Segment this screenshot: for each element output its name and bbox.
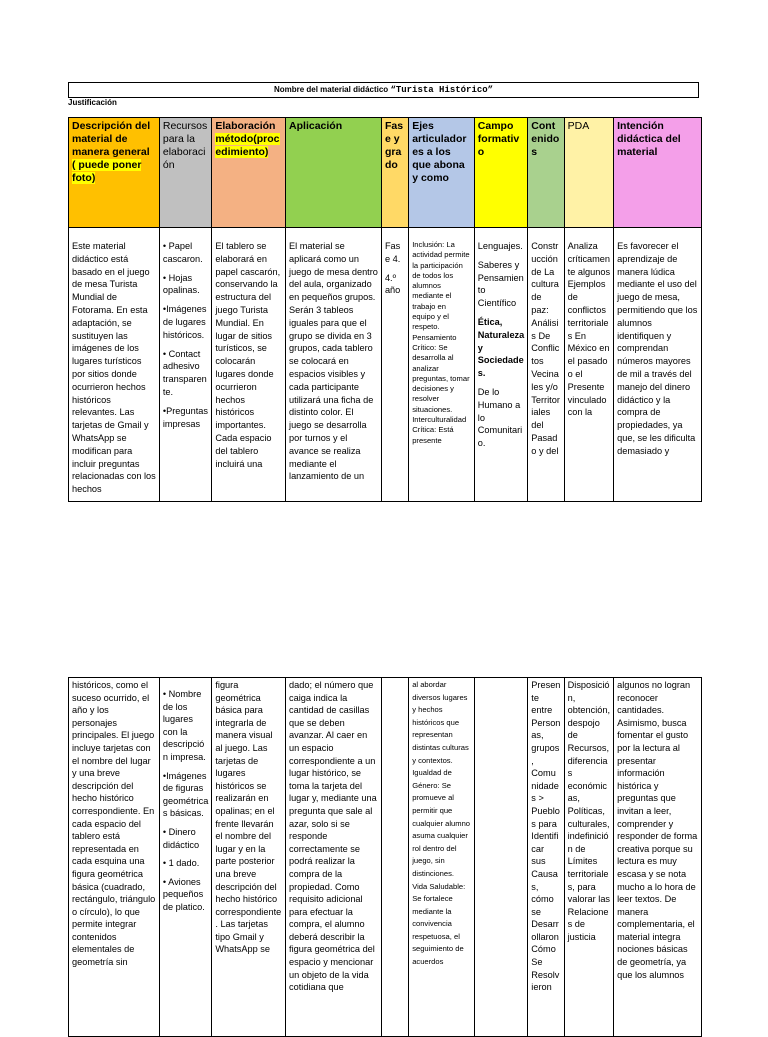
cell2-recursos: • Nombre de los lugares con la descripción impresa. •Imágenes de figuras geométricas básicas. • Dinero didáctico • 1 dado. • Aviones pequeños de platico.: [159, 678, 211, 1037]
header-pda: PDA: [564, 118, 613, 228]
cell2-campo: [474, 678, 528, 1037]
cell2-pda: Disposición, obtención, despojo de Recursos, diferencias económicas, Políticas, culturales, indefinición de Límites territoriales, para valorar las Relaciones de justicia: [564, 678, 613, 1037]
header-descripcion: Descripción del material de manera general ( puede poner foto): [69, 118, 160, 228]
continuation-row: [69, 678, 702, 1037]
header-campo: Campo formativo: [474, 118, 528, 228]
title-name: “Turista Histórico”: [390, 85, 494, 95]
cell2-descripcion: históricos, como el suceso ocurrido, el año y los personajes principales. El juego incluye tarjetas con el nombre del lugar y una breve descripción del hecho histórico correspondiente. En cada espacio del tablero está representada en cada esquina una figura geométrica básica (cuadrado, rectángulo, triángulo o círculo), lo que permite integrar contenidos elementales de geometría sin: [69, 678, 160, 1037]
cell-campo: Lenguajes. Saberes y Pensamiento Científico Ética, Naturaleza y Sociedades. De lo Humano a lo Comunitario.: [474, 228, 528, 502]
header-elaboracion: Elaboración método(procedimiento): [212, 118, 286, 228]
title-prefix: Nombre del material didáctico: [273, 85, 389, 94]
justification-label: Justificación: [68, 98, 117, 107]
header-ejes: Ejes articuladores a los que abona y como: [409, 118, 475, 228]
cell-descripcion: Este material didáctico está basado en el juego de mesa Turista Mundial de Fotorama. En esta adaptación, se sustituyen las imágenes de los lugares turísticos por sitios donde ocurrieron hechos históricos relevantes. Las tarjetas de Gmail y WhatsApp se modifican para incluir preguntas relacionadas con los hechos: [69, 228, 160, 502]
header-contenidos: Contenidos: [528, 118, 564, 228]
cell2-elaboracion: figura geométrica básica para integrarla de manera visual al juego. Las tarjetas de lugares históricos se realizarán en opalinas; en el frente llevarán el nombre del lugar y en la parte posterior una breve descripción del hecho histórico correspondiente. Las tarjetas tipo Gmail y WhatsApp se: [212, 678, 286, 1037]
cell-elaboracion: El tablero se elaborará en papel cascarón, conservando la estructura del juego Turista Mundial. En lugar de sitios turísticos, se colocarán lugares donde ocurrieron hechos históricos importantes. Cada espacio del tablero incluirá una: [212, 228, 286, 502]
cell-pda: Analiza críticamente algunos Ejemplos de conflictos territoriales En México en el pasado o el Presente vinculado con la: [564, 228, 613, 502]
cell2-ejes: al abordar diversos lugares y hechos históricos que representan distintas culturas y contextos. Igualdad de Género: Se promueve al permitir que cualquier alumno asuma cualquier rol dentro del juego, sin distinciones. Vida Saludable: Se fortalece mediante la convivencia respetuosa, el seguimiento de acuerdos: [409, 678, 475, 1037]
cell-intencion: Es favorecer el aprendizaje de manera lúdica mediante el uso del juego de mesa, permitiendo que los alumnos identifiquen y comprendan números mayores de mil a través del manejo del dinero didáctico y la compra de propiedades, ya que, se les dificulta demasiado y: [614, 228, 702, 502]
content-row: [69, 228, 702, 502]
cell2-intencion: algunos no logran reconocer cantidades. Asimismo, busca fomentar el gusto por la lectura al presentar información histórica y preguntas que invitan a leer, comprender y responder de forma creativa porque su lectura es muy escasa y se nota mucho a lo hora de leer textos. De manera complementaria, el material integra nociones básicas de geometría, ya que los alumnos: [614, 678, 702, 1037]
cell-aplicacion: El material se aplicará como un juego de mesa dentro del aula, organizado en pequeños grupos. Serán 3 tableos iguales para que el grupo se divida en 3 grupos, cada tablero se colocará en espacios visibles y cada participante utilizará una ficha de distinto color. El juego se desarrolla por turnos y el avance se realiza mediante el lanzamiento de un: [286, 228, 382, 502]
cell2-fase: [381, 678, 408, 1037]
page1-table: [68, 117, 702, 502]
cell-ejes: Inclusión: La actividad permite la participación de todos los alumnos mediante el trabajo en equipo y el respeto. Pensamiento Crítico: Se desarrolla al analizar preguntas, tomar decisiones y resolver situaciones. Interculturalidad Crítica: Está presente: [409, 228, 475, 502]
material-title-box: [68, 82, 699, 98]
page2-table: [68, 677, 702, 1037]
header-recursos: Recursos para la elaboración: [159, 118, 211, 228]
cell2-aplicacion: dado; el número que caiga indica la cantidad de casillas que se deben avanzar. Al caer en un espacio correspondiente a un lugar histórico, se toma la tarjeta del lugar y, mediante una pregunta que sale al azar, solo si se responde correctamente se podrá realizar la compra de la propiedad. Como requisito adicional para efectuar la compra, el alumno deberá describir la figura geométrica del espacio y mencionar un objeto de la vida cotidiana que: [286, 678, 382, 1037]
header-intencion: Intención didáctica del material: [614, 118, 702, 228]
cell-fase: Fase 4. 4.º año: [381, 228, 408, 502]
header-row: [69, 118, 702, 228]
cell-contenidos: Construcción de La cultura de paz: Análisis De Conflictos Vecinales y/o Territoriales del Pasado y del: [528, 228, 564, 502]
cell-recursos: • Papel cascaron. • Hojas opalinas. •Imágenes de lugares históricos. • Contact adhesivo transparente. •Preguntas impresas: [159, 228, 211, 502]
header-aplicacion: Aplicación: [286, 118, 382, 228]
cell2-contenidos: Presente entre Personas, grupos, Comunidades > Pueblos para Identificar sus Causas, cómo se Desarrollaron Cómo Se Resolvieron: [528, 678, 564, 1037]
header-fase: Fase y grado: [381, 118, 408, 228]
